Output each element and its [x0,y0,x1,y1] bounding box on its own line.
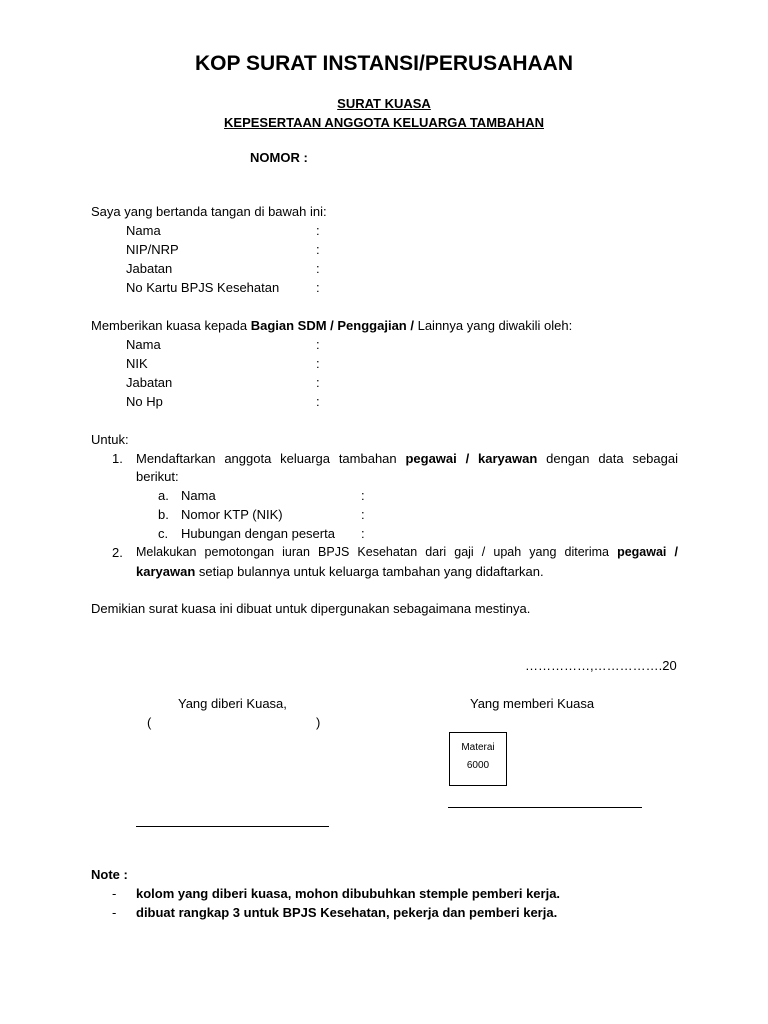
item1-text2: dengan data sebagai [537,451,678,466]
subitem-a-letter: a. [158,488,169,503]
item2-text: Melakukan pemotongan iuran BPJS Kesehatan dari gaji / upah yang diterima [136,545,618,559]
item2-karyawan: karyawan [136,564,196,579]
penerima-name-label: Nama [126,337,161,352]
item2-pegawai: pegawai / [617,545,678,559]
item1-line1 [136,449,678,468]
date-placeholder: ……………,…………….20 [525,658,677,673]
left-paren-open: ( [147,715,152,730]
penerima-jabatan-colon: : [316,375,320,390]
subitem-c-label: Hubungan dengan peserta [181,526,335,541]
pemberi-jabatan-colon: : [316,261,320,276]
penerima-sep1: / [326,318,338,333]
pemberi-name-colon: : [316,223,320,238]
right-signature-title: Yang memberi Kuasa [470,696,595,711]
untuk-heading: Untuk: [91,432,129,447]
penerima-intro-text2: Lainnya yang diwakili oleh: [417,318,573,333]
penerima-hp-label: No Hp [126,394,163,409]
document-title: SURAT KUASA [337,96,431,111]
penerima-intro-text: Memberikan kuasa kepada [91,318,251,333]
subitem-b-letter: b. [158,507,169,522]
materai-label: Materai [461,742,495,753]
letterhead-title: KOP SURAT INSTANSI/PERUSAHAAN [194,52,574,75]
left-signature-title: Yang diberi Kuasa, [178,696,287,711]
penerima-jabatan-label: Jabatan [126,375,173,390]
note-item-1: kolom yang diberi kuasa, mohon dibubuhkan stemple pemberi kerja. [136,886,561,901]
pemberi-jabatan-label: Jabatan [126,261,173,276]
item1-number: 1. [112,451,123,466]
penerima-sep2: / [406,318,418,333]
subitem-a-label: Nama [181,488,216,503]
materai-value: 6000 [466,760,490,771]
item2-number: 2. [112,545,123,560]
right-signature-line [448,807,642,808]
document-subtitle: KEPESERTAAN ANGGOTA KELUARGA TAMBAHAN [224,115,544,130]
subitem-c-letter: c. [158,526,169,541]
subitem-a-colon: : [361,488,365,503]
penerima-nik-label: NIK [126,356,148,371]
subitem-b-colon: : [361,507,365,522]
penerima-bagian-sdm: Bagian SDM [250,318,327,333]
item1-pegawai-karyawan: pegawai / karyawan [405,451,538,466]
nomor-label: NOMOR : [250,150,308,165]
penerima-nik-colon: : [316,356,320,371]
note-dash-2: - [112,905,117,920]
subitem-c-colon: : [361,526,365,541]
penerima-name-colon: : [316,337,320,352]
item1-text: Mendaftarkan anggota keluarga tambahan [136,451,406,466]
left-signature-line [136,826,329,827]
pemberi-bpjs-colon: : [316,280,320,295]
pemberi-bpjs-label: No Kartu BPJS Kesehatan [126,280,280,295]
note-heading: Note : [91,867,128,882]
penerima-penggajian: Penggajian [337,318,407,333]
item2-text2: setiap bulannya untuk keluarga tambahan yang didaftarkan. [195,564,544,579]
item1-line2: berikut: [136,469,179,484]
note-dash-1: - [112,886,117,901]
penerima-intro [91,316,572,335]
pemberi-nip-label: NIP/NRP [126,242,179,257]
pemberi-nip-colon: : [316,242,320,257]
closing-statement: Demikian surat kuasa ini dibuat untuk dipergunakan sebagaimana mestinya. [91,601,531,616]
pemberi-name-label: Nama [126,223,161,238]
note-item-2: dibuat rangkap 3 untuk BPJS Kesehatan, pekerja dan pemberi kerja. [136,905,558,920]
left-paren-close: ) [316,715,321,730]
subitem-b-label: Nomor KTP (NIK) [181,507,283,522]
pemberi-intro: Saya yang bertanda tangan di bawah ini: [91,204,327,219]
item2-line1 [136,543,678,562]
penerima-hp-colon: : [316,394,320,409]
item2-line2 [136,562,544,581]
materai-stamp-box [449,732,507,786]
